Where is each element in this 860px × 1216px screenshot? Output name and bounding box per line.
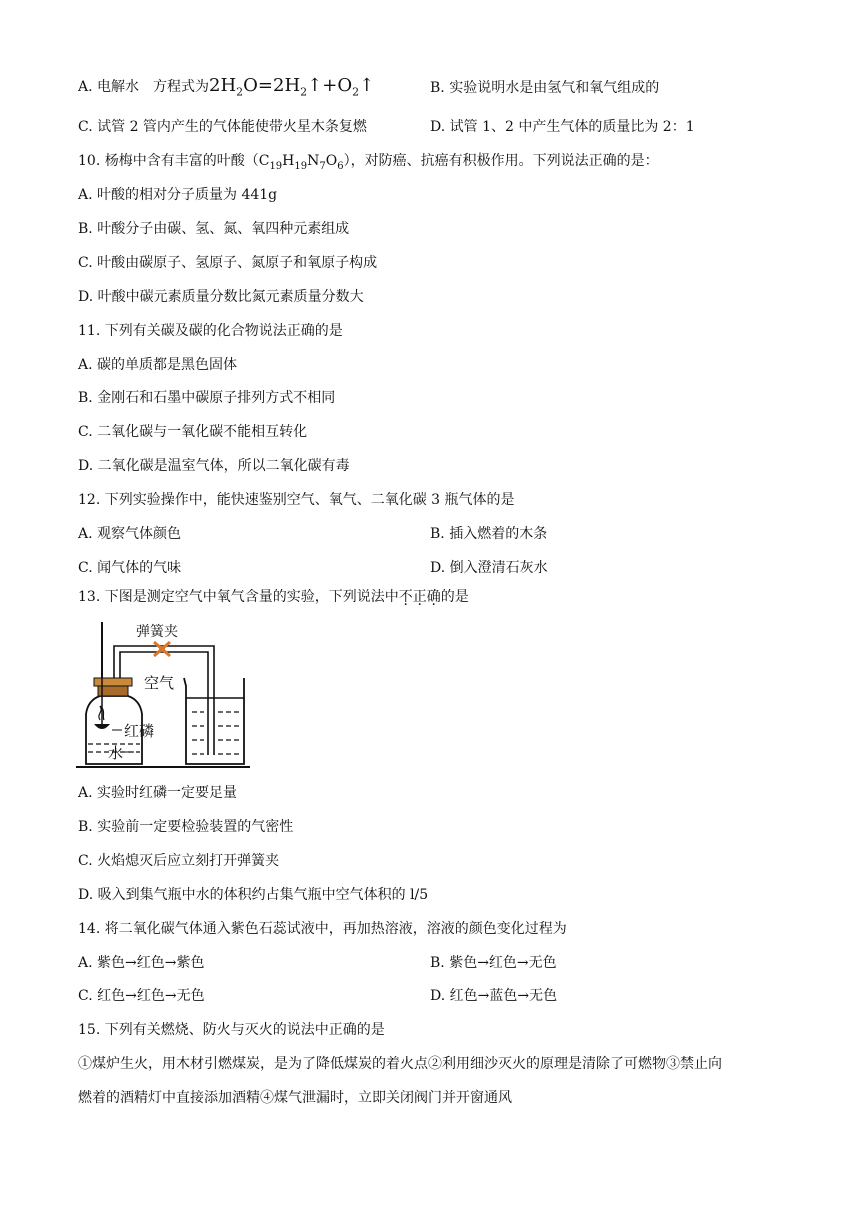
emphasis-char: 确 <box>426 589 441 605</box>
q10-option-a: A. 叶酸的相对分子质量为 441g <box>78 187 278 203</box>
q14-option-b: B. 紫色→红色→无色 <box>430 955 557 971</box>
q12-option-a: A. 观察气体颜色 <box>78 526 182 542</box>
q11-option-c: C. 二氧化碳与一氧化碳不能相互转化 <box>78 424 308 440</box>
emphasis-char: 不 <box>398 589 413 605</box>
q12-option-d: D. 倒入澄清石灰水 <box>430 560 548 576</box>
emphasis-char: 正 <box>412 589 427 605</box>
q10-option-c: C. 叶酸由碳原子、氢原子、氮原子和氧原子构成 <box>78 255 378 271</box>
q11-stem: 11. 下列有关碳及碳的化合物说法正确的是 <box>78 323 343 339</box>
q13-stem: 13. 下图是测定空气中氧气含量的实验，下列说法中不正确的是 <box>78 589 469 605</box>
q14-option-c: C. 红色→红色→无色 <box>78 988 205 1004</box>
q15-statements-line-2: 燃着的酒精灯中直接添加酒精④煤气泄漏时，立即关闭阀门并开窗通风 <box>78 1090 512 1106</box>
q13-option-d: D. 吸入到集气瓶中水的体积约占集气瓶中空气体积的 l/5 <box>78 887 429 903</box>
label-water: 水 <box>108 745 124 762</box>
label-phosphorus: 红磷 <box>124 723 155 740</box>
oxygen-content-apparatus-diagram <box>74 620 254 774</box>
q11-option-d: D. 二氧化碳是温室气体，所以二氧化碳有毒 <box>78 458 350 474</box>
q14-option-d: D. 红色→蓝色→无色 <box>430 988 558 1004</box>
q11-option-a: A. 碳的单质都是黑色固体 <box>78 357 238 373</box>
q10-option-b: B. 叶酸分子由碳、氢、氮、氧四种元素组成 <box>78 221 350 237</box>
q12-stem: 12. 下列实验操作中，能快速鉴别空气、氧气、二氧化碳 3 瓶气体的是 <box>78 492 515 508</box>
q14-stem: 14. 将二氧化碳气体通入紫色石蕊试液中，再加热溶液，溶液的颜色变化过程为 <box>78 921 567 937</box>
q9-option-d: D. 试管 1、2 中产生气体的质量比为 2：1 <box>430 119 695 135</box>
q13-option-b: B. 实验前一定要检验装置的气密性 <box>78 819 294 835</box>
q14-option-a: A. 紫色→红色→紫色 <box>78 955 205 971</box>
q12-option-b: B. 插入燃着的木条 <box>430 526 548 542</box>
q9-option-b: B. 实验说明水是由氢气和氧气组成的 <box>430 80 660 96</box>
q12-option-c: C. 闻气体的气味 <box>78 560 182 576</box>
label-clip: 弹簧夹 <box>136 623 178 639</box>
q15-statements-line-1: ①煤炉生火，用木材引燃煤炭，是为了降低煤炭的着火点②利用细沙灭火的原理是清除了可燃物③禁止向 <box>78 1056 722 1072</box>
q11-option-b: B. 金刚石和石墨中碳原子排列方式不相同 <box>78 390 336 406</box>
q13-option-c: C. 火焰熄灭后应立刻打开弹簧夹 <box>78 853 280 869</box>
q10-stem: 10. 杨梅中含有丰富的叶酸$(C_{19}H_{19}N_7O_6)$，对防癌、抗癌有积极作用。下列说法正确的是： <box>78 153 659 172</box>
q10-option-d: D. 叶酸中碳元素质量分数比氮元素质量分数大 <box>78 289 364 305</box>
q13-option-a: A. 实验时红磷一定要足量 <box>78 785 238 801</box>
q9-option-c: C. 试管 2 管内产生的气体能使带火星木条复燃 <box>78 119 367 135</box>
q9-equation: $2H_2O=2H_2↑+O_2↑$ <box>209 75 375 99</box>
q9-option-a-text: A. 电解水 方程式为 <box>78 79 210 95</box>
q9-option-a <box>78 76 374 103</box>
q15-stem: 15. 下列有关燃烧、防火与灭火的说法中正确的是 <box>78 1022 385 1038</box>
label-air: 空气 <box>144 675 175 692</box>
